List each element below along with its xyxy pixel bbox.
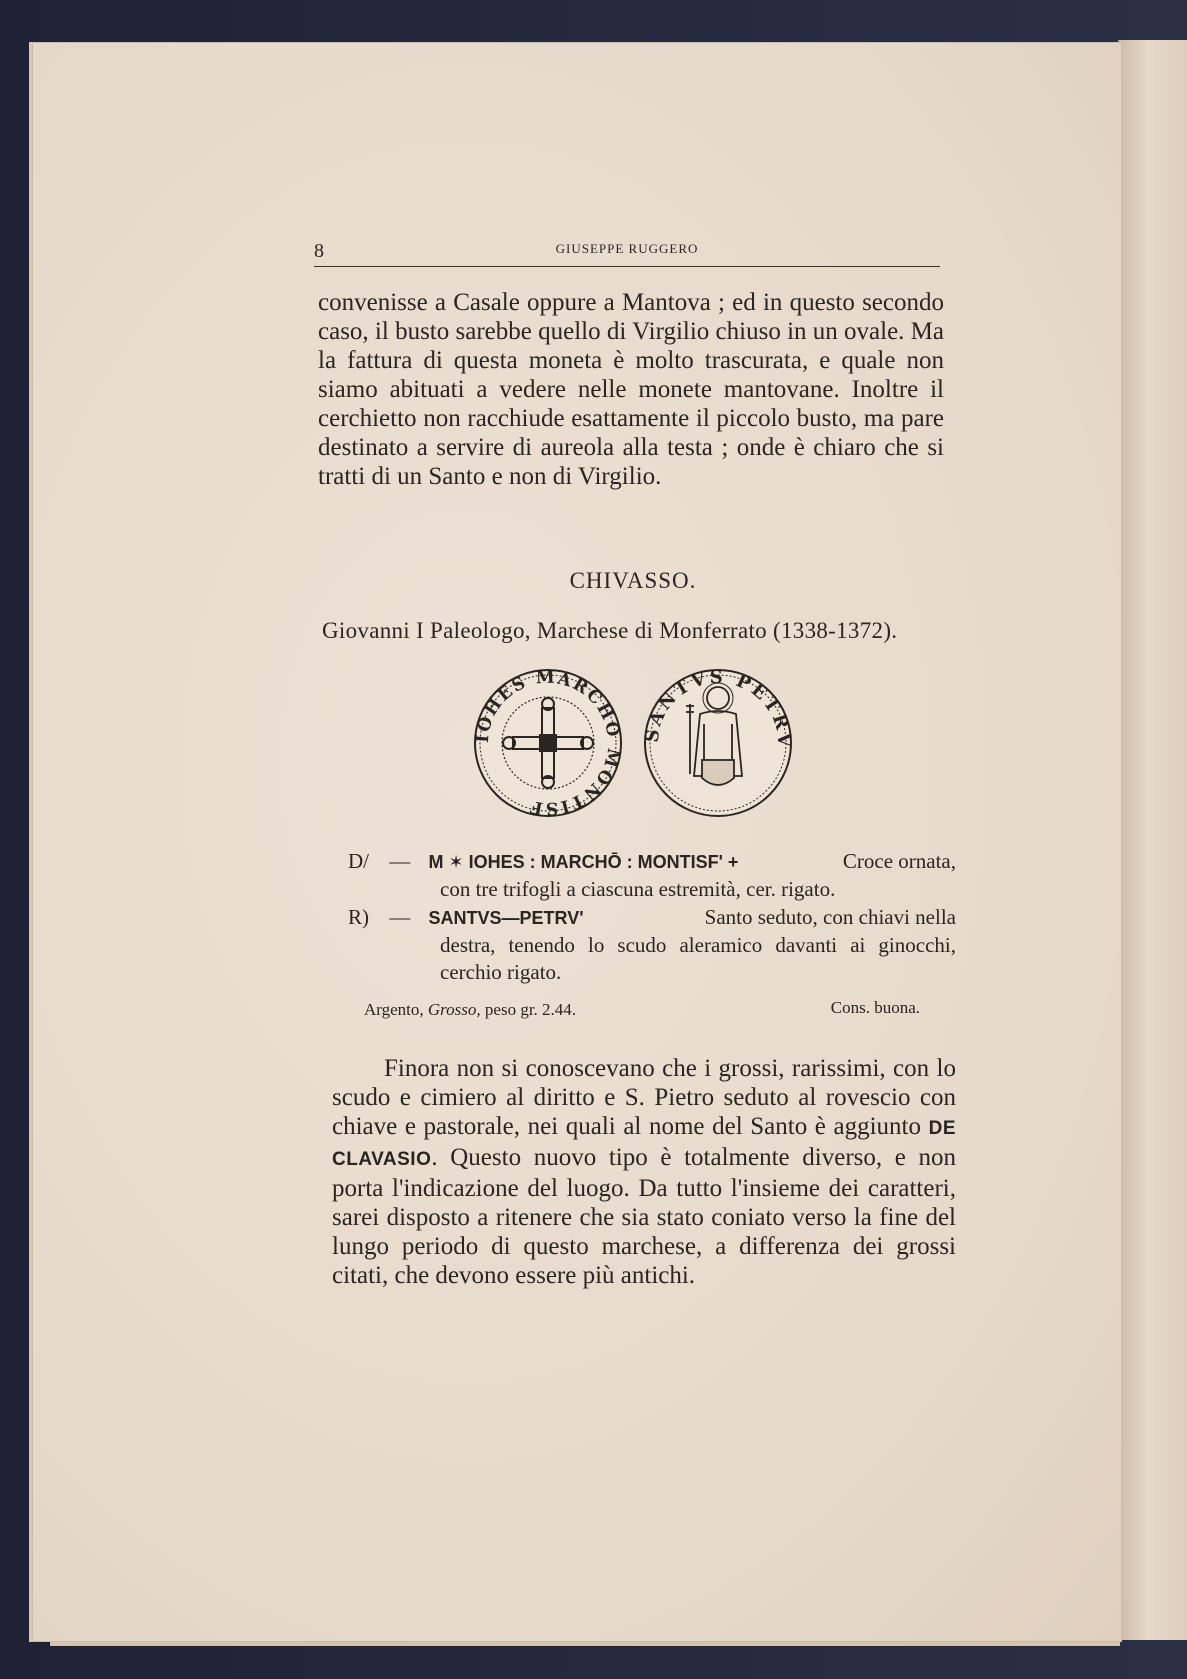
section-title: CHIVASSO. <box>569 568 697 593</box>
paragraph-conclusion-after: . Questo nuovo tipo è totalmente diverso, e non porta l'indicazione del luogo. Da tutto l'insieme dei caratteri, sarei disposto a ritenere che sia stato coniato verso la fine del lungo periodo di questo marchese, a differenza dei grossi citati, che devono essere più antichi. <box>332 1144 956 1289</box>
obverse-description <box>348 848 956 903</box>
coin-illustration <box>468 664 798 822</box>
reverse-legend: SANTVS—PETRV' <box>428 908 584 928</box>
coin-condition: Cons. buona. <box>830 998 920 1017</box>
obverse-legend: M ✶ IOHES : MARCHŌ : MONTISF' + <box>428 852 739 872</box>
paragraph-conclusion <box>332 1054 956 1290</box>
paragraph-conclusion-before: Finora non si conoscevano che i grossi, rarissimi, con lo scudo e cimiero al diritto e S. Pietro seduto al rovescio con chiave e pastorale, nei quali al nome del Santo è aggiunto <box>332 1055 956 1140</box>
reverse-text-cont: destra, tenendo lo scudo aleramico davanti ai ginocchi, cerchio rigato. <box>440 933 956 984</box>
reverse-dash: — <box>389 905 411 929</box>
book-page <box>32 42 1122 1642</box>
obverse-dash: — <box>389 849 411 873</box>
paragraph-intro: convenisse a Casale oppure a Mantova ; ed in questo secondo caso, il busto sarebbe quello di Virgilio chiuso in un ovale. Ma la fattura di questa moneta è molto trascurata, e quale non siamo abituati a vedere nelle monete mantovane. Inoltre il cerchietto non racchiude esattamente il piccolo busto, ma pare destinato a servire di aureola alla testa ; onde è chiaro che si tratti di un Santo e non di Virgilio. <box>318 289 944 490</box>
coin-metal: Argento, <box>364 1000 424 1019</box>
coin-obverse <box>473 668 623 819</box>
reverse-text-start: Santo seduto, con chiavi nella <box>704 905 956 929</box>
obverse-text-start: Croce ornata, <box>842 849 956 873</box>
reverse-legend-text: SANTVS PETRV <box>641 666 795 751</box>
coin-metadata <box>364 1000 920 1020</box>
reverse-description <box>348 904 956 986</box>
section-subtitle: Giovanni I Paleologo, Marchese di Monferrato (1338-1372). <box>322 618 898 643</box>
page-number: 8 <box>314 240 324 262</box>
running-head: GIUSEPPE RUGGERO <box>555 241 699 256</box>
obverse-symbol: D/ <box>348 849 369 873</box>
obverse-text-cont: con tre trifogli a ciascuna estremità, cer. rigato. <box>440 877 836 901</box>
coin-type: Grosso, <box>427 1000 481 1019</box>
reverse-symbol: R) <box>348 905 369 929</box>
page-header <box>314 236 940 267</box>
next-page-edge <box>1118 40 1187 1640</box>
obverse-legend-text: IOHES MARCHO MONTISF <box>472 667 624 819</box>
clavasio-highlight: DE CLAVASIO <box>332 1118 956 1170</box>
coin-weight: peso gr. 2.44. <box>484 1000 577 1019</box>
coin-reverse <box>642 667 795 816</box>
